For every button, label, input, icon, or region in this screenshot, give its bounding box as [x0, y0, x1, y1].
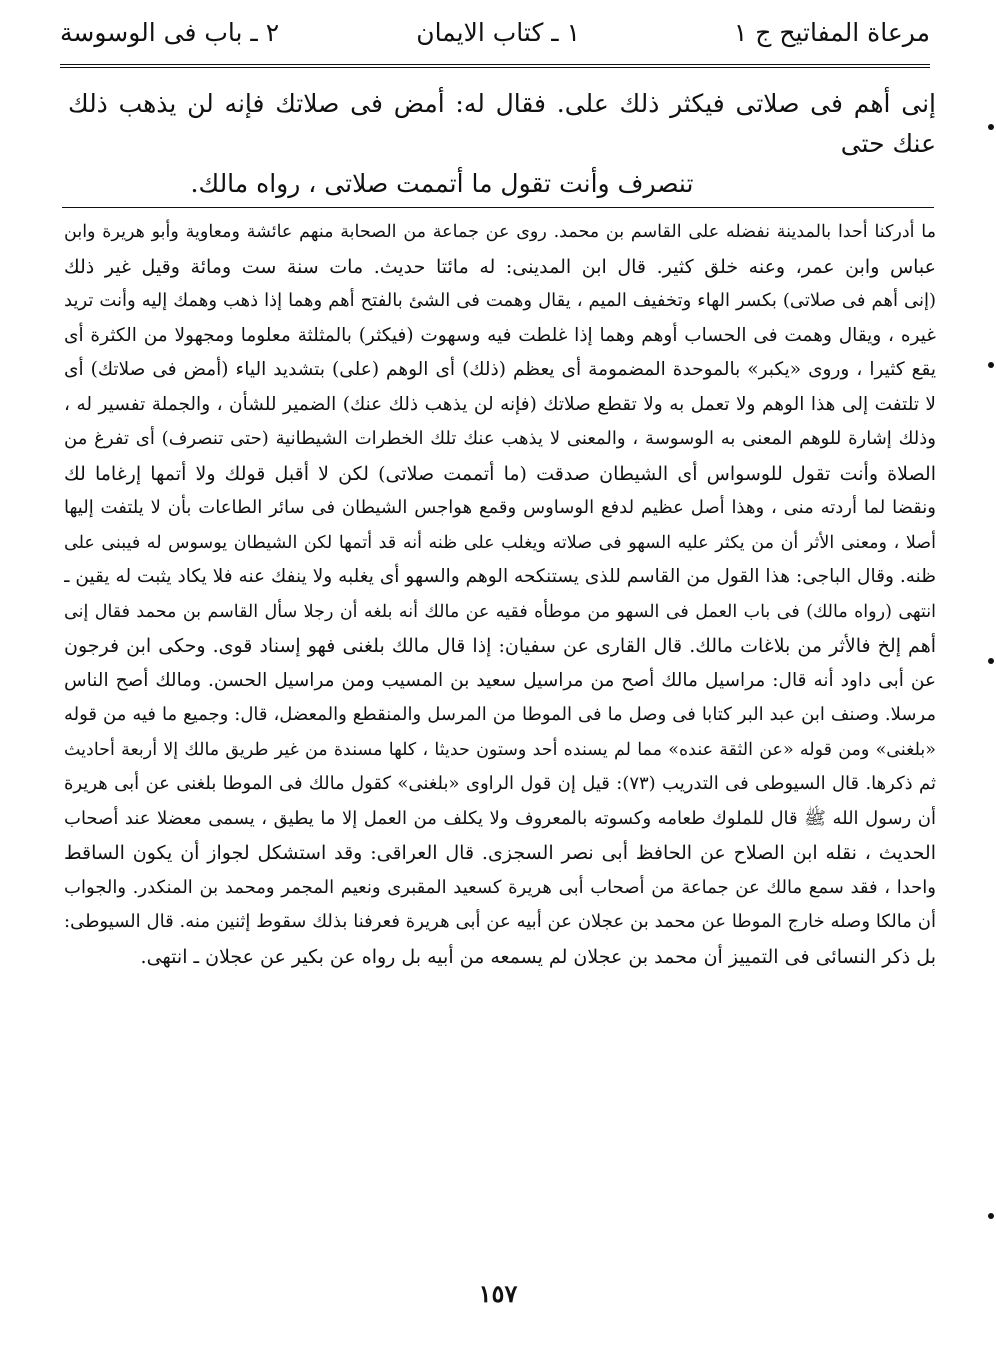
commentary-line: ما أدركنا أحدا بالمدينة نفضله على القاسم بن محمد. روى عن جماعة من الصحابة منهم عائشة ومعاوية وأبو هريرة وابن: [64, 222, 936, 242]
margin-mark: [988, 362, 994, 368]
commentary-line: أن رسول الله ﷺ قال للملوك طعامه وكسوته بالمعروف ولا يكلف من العمل إلا ما يطيق ، يسمى معضلا عند أصحاب: [64, 807, 936, 829]
commentary-line: مرسلا. وصنف ابن عبد البر كتابا فى وصل ما فى الموطا من المرسل والمنقطع والمعضل، قال: وجميع ما فيه من قوله: [64, 704, 936, 725]
commentary-line: عباس وابن عمر، وعنه خلق كثير. قال ابن المدينى: له مائتا حديث. مات سنة ست ومائة وقيل غير ذلك: [64, 255, 936, 278]
book-title: مرعاة المفاتيح ج ١: [733, 18, 930, 47]
commentary-line: لا تلتفت إلى هذا الوهم ولا تعمل به ولا تقطع صلاتك (فإنه لن يذهب ذلك عنك) الضمير للشأن ، والجملة تفسير له ،: [64, 393, 936, 415]
running-header: [60, 12, 930, 60]
section-title: ٢ ـ باب فى الوسوسة: [60, 18, 280, 47]
margin-mark: [988, 1213, 994, 1219]
margin-mark: [988, 658, 994, 664]
commentary-line: غيره ، ويقال وهمت فى الحساب أوهم وهما إذا غلطت فيه وسهوت (فيكثر) بالمثلثة معلوما ومجهولا من الكثرة أى: [64, 324, 936, 346]
hadith-text: [68, 84, 936, 204]
chapter-title: ١ ـ كتاب الايمان: [416, 18, 580, 47]
hadith-line: تنصرف وأنت تقول ما أتممت صلاتى ، رواه مالك.: [190, 169, 694, 198]
commentary-block: [64, 215, 936, 974]
commentary-line: ظنه. وقال الباجى: هذا القول من القاسم للذى يستنكحه الوهم والسهو أى يغلبه ولا ينفك عنه فلا يكاد يثبت له يقين ـ: [64, 566, 936, 587]
header-rule: [60, 64, 930, 68]
commentary-line: (إنى أهم فى صلاتى) بكسر الهاء وتخفيف الميم ، يقال وهمت فى الشئ بالفتح أهم وهما إذا ذهب وهمك إليه وأنت تريد: [64, 290, 936, 311]
commentary-line: ثم ذكرها. قال السيوطى فى التدريب (٧٣): قيل إن قول الراوى «بلغنى» كقول مالك فى الموطا بلغنى عن أبى هريرة: [64, 773, 936, 794]
commentary-line: واحدا ، فقد سمع مالك عن جماعة من أصحاب أبى هريرة كسعيد المقبرى ونعيم المجمر ومحمد بن المنكدر. والجواب: [64, 876, 936, 898]
commentary-line: «بلغنى» ومن قوله «عن الثقة عنده» مما لم يسنده أحد وستون حديثا ، كلها مسندة من غير طريق مالك إلا أربعة أحاديث: [64, 739, 936, 760]
commentary-line: الصلاة وأنت تقول للوسواس أى الشيطان صدقت (ما أتممت صلاتى) لكن لا أقبل قولك ولا أتمها إرغاما لك: [64, 462, 936, 485]
commentary-line: بل ذكر النسائى فى التمييز أن محمد بن عجلان لم يسمعه من أبيه بل رواه عن بكير عن عجلان ـ انتهى.: [140, 945, 936, 968]
commentary-line: أن مالكا وصله خارج الموطا عن محمد بن عجلان عن أبيه عن أبى هريرة فعرفنا بذلك سقوط إثنين منه. قال السيوطى:: [64, 911, 936, 932]
hadith-line: إنى أهم فى صلاتى فيكثر ذلك على. فقال له: أمض فى صلاتك فإنه لن يذهب ذلك عنك حتى: [68, 89, 936, 158]
commentary-line: الحديث ، نقله ابن الصلاح عن الحافظ أبى نصر السجزى. قال العراقى: وقد استشكل لجواز أن يكون الساقط: [64, 842, 936, 864]
page-number: ١٥٧: [478, 1279, 518, 1308]
commentary-line: أصلا ، ومعنى الأثر أن من يكثر عليه السهو فى صلاته ويغلب على ظنه أنه قد أتمها لكن الشيطان يوسوس له فيبنى على: [64, 532, 936, 553]
commentary-line: يقع كثيرا ، وروى «يكبر» بالموحدة المضمومة أى يعظم (ذلك) أى الوهم (على) بتشديد الياء (أمض فى صلاتك) أى: [64, 359, 936, 380]
commentary-line: أهم إلخ فالأثر من بلاغات مالك. قال القارى عن سفيان: إذا قال مالك بلغنى فهو إسناد قوى. وحكى ابن فرجون: [64, 635, 936, 657]
section-divider: [62, 207, 934, 208]
commentary-line: ونقضا لما أردته منى ، وهذا أصل عظيم لدفع الوساوس وقمع هواجس الشيطان فى سائر الطاعات بأن لا يلتفت إليها: [64, 497, 936, 518]
commentary-line: وذلك إشارة للوهم المعنى به الوسوسة ، والمعنى لا يذهب عنك تلك الخطرات الشيطانية (حتى تنصرف) أى تفرغ من: [64, 428, 936, 449]
commentary-line: عن أبى داود أنه قال: مراسيل مالك أصح من مراسيل سعيد بن المسيب ومن مراسيل الحسن. ومالك أصح الناس: [64, 669, 936, 691]
margin-mark: [988, 124, 994, 130]
commentary-line: انتهى (رواه مالك) فى باب العمل فى السهو من موطأه فقيه عن مالك أنه بلغه أن رجلا سأل القاسم بن محمد فقال إنى: [64, 601, 936, 622]
